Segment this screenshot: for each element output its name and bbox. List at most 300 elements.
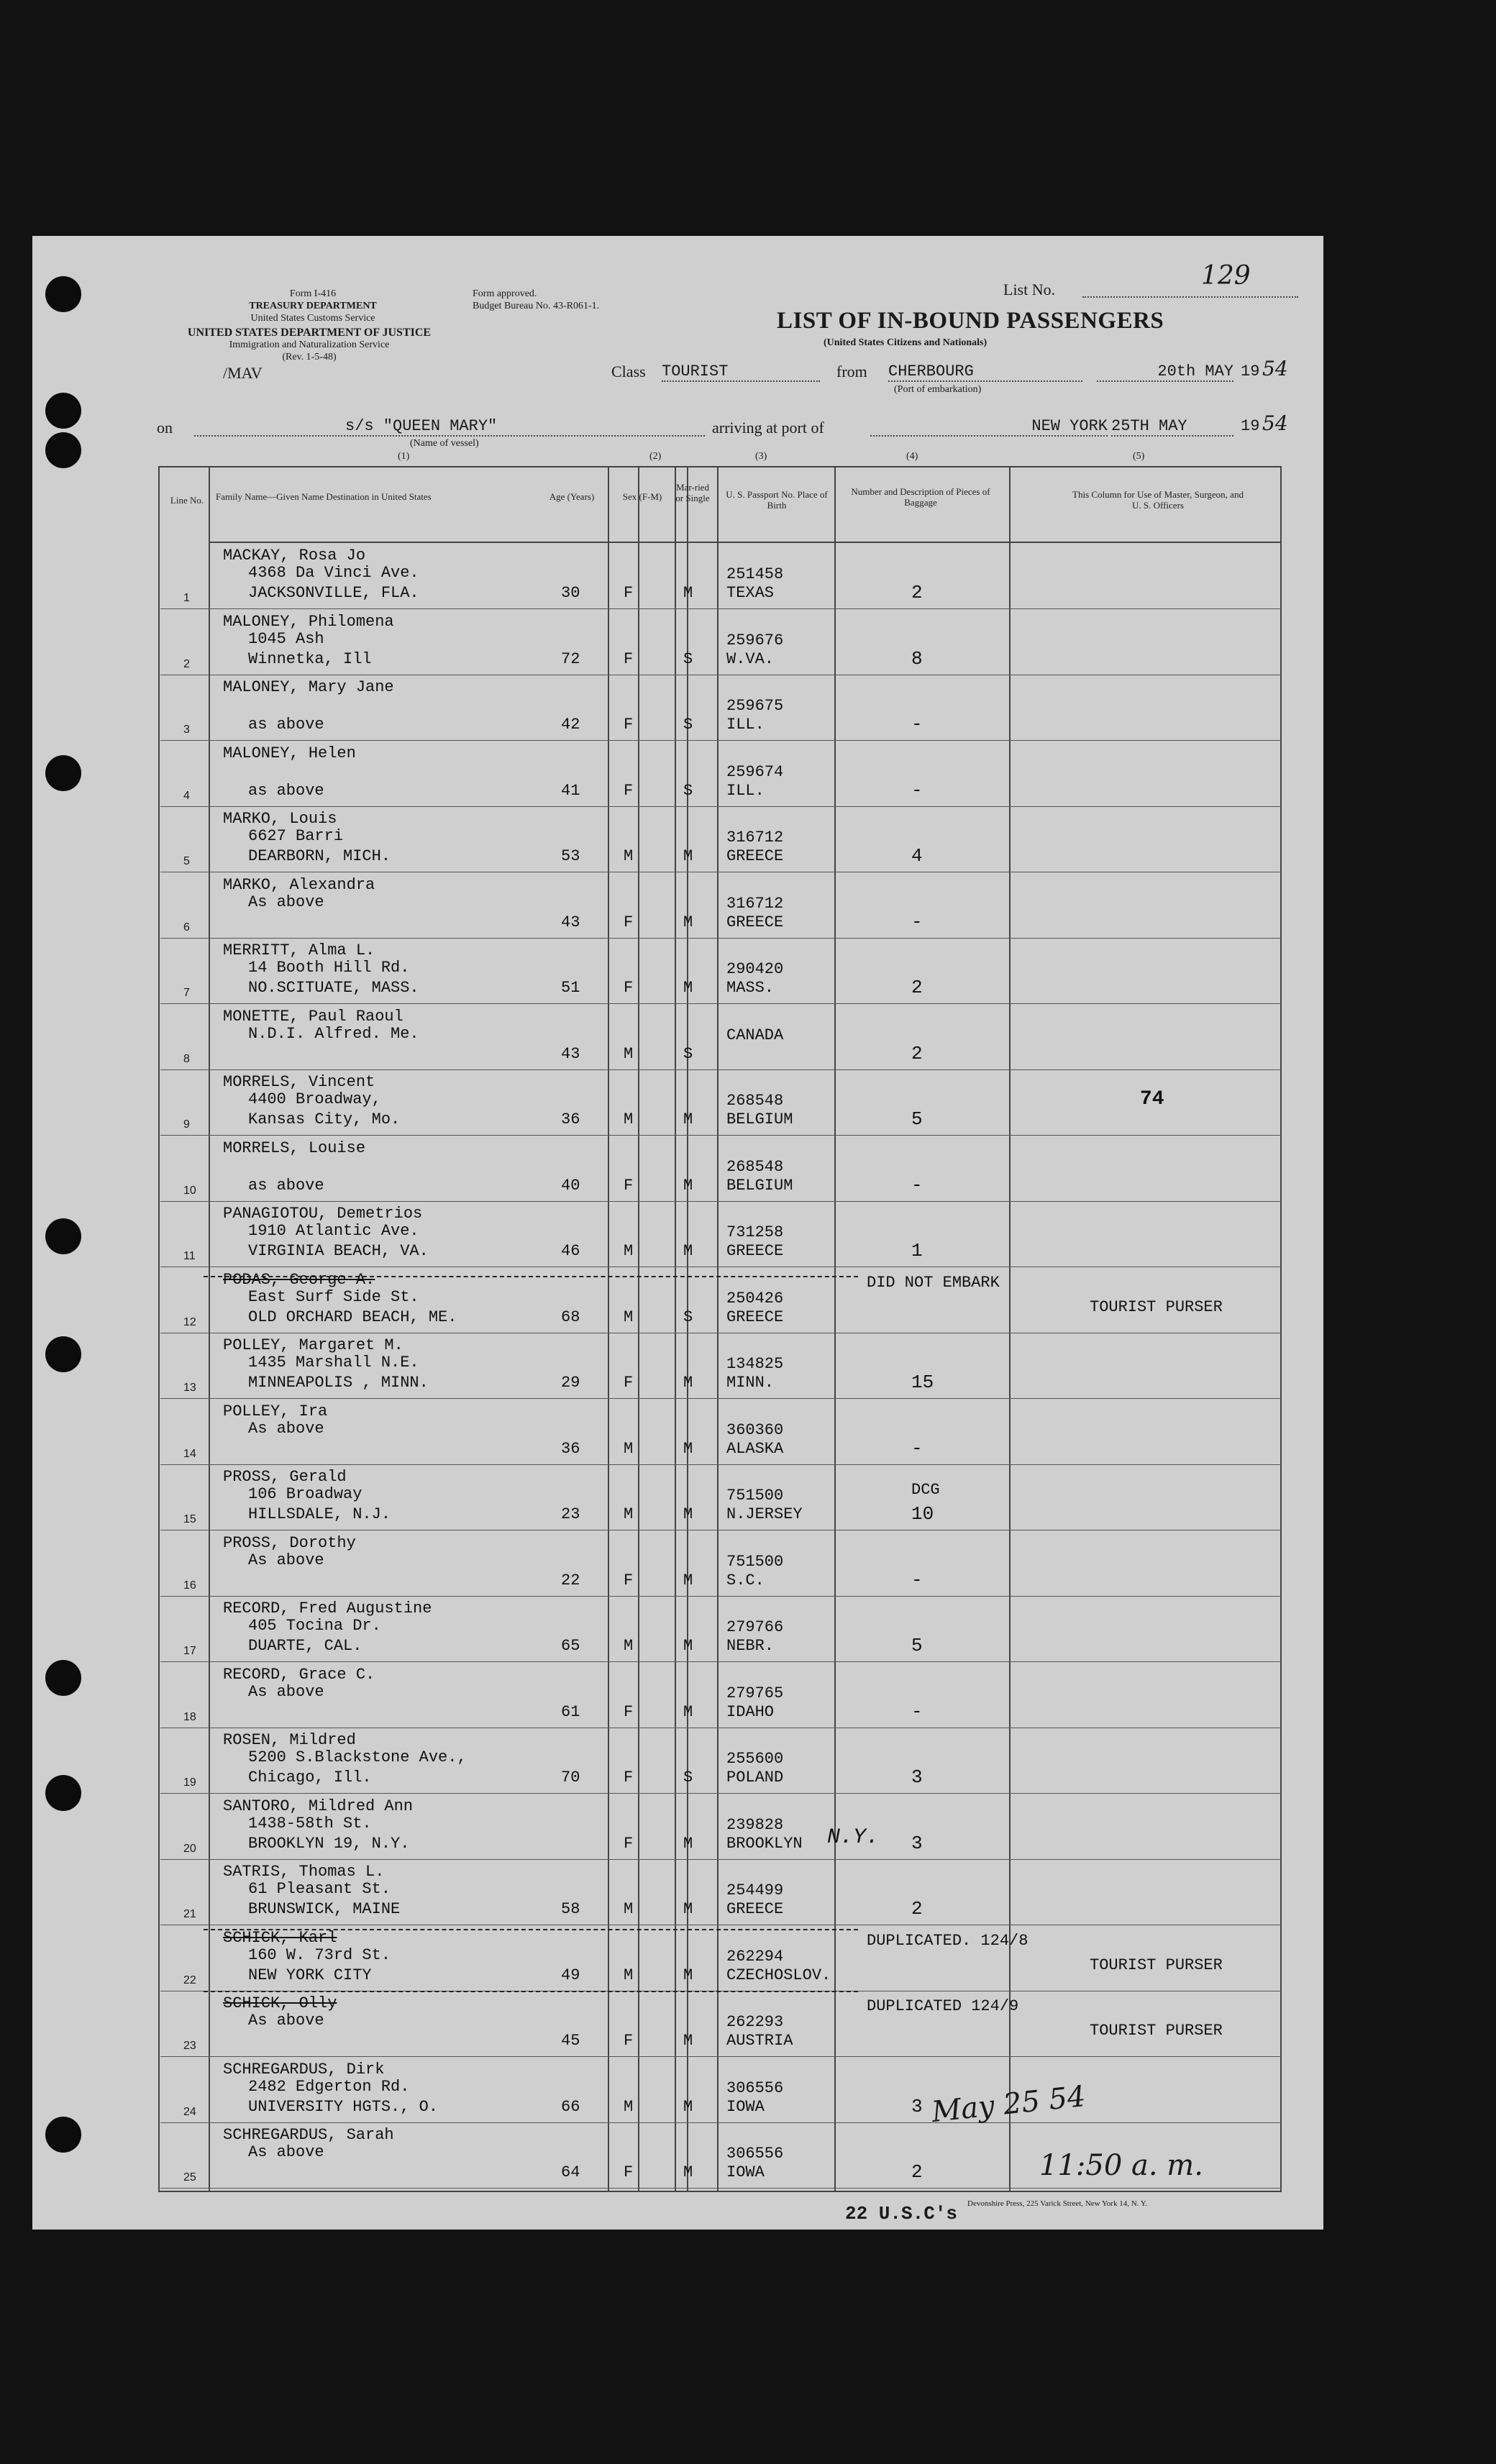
sex: M bbox=[624, 2097, 634, 2116]
marital-status: M bbox=[683, 1900, 693, 1918]
address-line-1: As above bbox=[248, 1682, 324, 1701]
justice-department: UNITED STATES DEPARTMENT OF JUSTICE bbox=[187, 327, 432, 339]
passport-no: 251458 bbox=[726, 565, 784, 583]
arriving-label: arriving at port of bbox=[712, 419, 824, 437]
sex: M bbox=[624, 1505, 634, 1523]
col-num-4: (4) bbox=[906, 451, 918, 462]
ins: Immigration and Naturalization Service bbox=[229, 339, 390, 350]
col-header-age: Age (Years) bbox=[549, 491, 595, 502]
col-header-name: Family Name—Given Name Destination in United States bbox=[216, 491, 432, 502]
revision: (Rev. 1-5-48) bbox=[282, 352, 337, 362]
line-number: 24 bbox=[183, 2105, 196, 2118]
address-line-2: Winnetka, Ill bbox=[248, 649, 372, 668]
address-line-1: N.D.I. Alfred. Me. bbox=[248, 1024, 419, 1043]
table-row bbox=[32, 1728, 1323, 1794]
age: 45 bbox=[561, 2032, 580, 2050]
passport-no: 259675 bbox=[726, 697, 784, 715]
form-approval bbox=[473, 288, 599, 312]
col-header-passport: U. S. Passport No. Place of Birth bbox=[726, 489, 828, 511]
table-row bbox=[32, 544, 1323, 609]
sex: M bbox=[624, 1308, 634, 1326]
place-of-birth: MASS. bbox=[726, 979, 775, 997]
place-of-birth: NEBR. bbox=[726, 1637, 775, 1655]
table-row bbox=[32, 1794, 1323, 1860]
address-line-2: NO.SCITUATE, MASS. bbox=[248, 979, 419, 997]
baggage-count: 4 bbox=[911, 845, 923, 867]
passport-no: 268548 bbox=[726, 1157, 784, 1176]
baggage-count: 10 bbox=[911, 1503, 934, 1525]
address-line-2: VIRGINIA BEACH, VA. bbox=[248, 1242, 429, 1260]
col-num-3: (3) bbox=[755, 451, 767, 462]
address-line-2: JACKSONVILLE, FLA. bbox=[248, 584, 419, 602]
place-of-birth: W.VA. bbox=[726, 649, 775, 668]
passport-no: 360360 bbox=[726, 1420, 784, 1439]
age: 70 bbox=[561, 1769, 580, 1787]
passenger-name: SCHICK, Karl bbox=[223, 1928, 337, 1947]
age: 53 bbox=[561, 847, 580, 865]
marital-status: M bbox=[683, 913, 693, 931]
age: 29 bbox=[561, 1374, 580, 1392]
address-line-1: 1910 Atlantic Ave. bbox=[248, 1222, 419, 1240]
passport-no: 316712 bbox=[726, 829, 784, 847]
line-number: 1 bbox=[183, 592, 190, 604]
address-line-2: OLD ORCHARD BEACH, ME. bbox=[248, 1308, 457, 1326]
place-of-birth: N.JERSEY bbox=[726, 1505, 803, 1523]
sex: M bbox=[624, 1242, 634, 1260]
line-number: 14 bbox=[183, 1447, 196, 1460]
baggage-count: 3 bbox=[911, 1766, 923, 1788]
printer-credit: Devonshire Press, 225 Varick Street, New York 14, N. Y. bbox=[967, 2199, 1148, 2208]
table-row bbox=[32, 1860, 1323, 1925]
table-row bbox=[32, 1202, 1323, 1267]
address-line-2: as above bbox=[248, 1176, 324, 1195]
passenger-name: PODAS, George A. bbox=[223, 1270, 375, 1289]
passport-no: CANADA bbox=[726, 1026, 784, 1044]
passport-no: 254499 bbox=[726, 1881, 784, 1899]
line-number: 3 bbox=[183, 724, 190, 736]
form-block-treasury bbox=[248, 288, 378, 324]
place-of-birth: IOWA bbox=[726, 2097, 765, 2116]
passenger-name: PROSS, Dorothy bbox=[223, 1533, 356, 1552]
port-embark-caption: (Port of embarkation) bbox=[894, 384, 982, 395]
table-row bbox=[32, 742, 1323, 807]
treasury-department: TREASURY DEPARTMENT bbox=[249, 301, 377, 311]
passenger-name: MARKO, Alexandra bbox=[223, 875, 375, 894]
age: 36 bbox=[561, 1110, 580, 1128]
address-line-1: As above bbox=[248, 2143, 324, 2161]
marital-status: S bbox=[683, 716, 693, 734]
line-number: 13 bbox=[183, 1382, 196, 1394]
passenger-name: PANAGIOTOU, Demetrios bbox=[223, 1205, 423, 1223]
line-number: 18 bbox=[183, 1710, 196, 1723]
officer-note-2: TOURIST PURSER bbox=[1090, 1297, 1223, 1316]
table-row bbox=[32, 1400, 1323, 1465]
footer-count: 22 U.S.C's bbox=[845, 2203, 958, 2225]
line-number: 21 bbox=[183, 1908, 196, 1920]
address-line-2: DEARBORN, MICH. bbox=[248, 847, 391, 865]
stamp-date: May 25 54 bbox=[930, 2079, 1087, 2130]
age: 51 bbox=[561, 979, 580, 997]
passenger-name: SCHREGARDUS, Sarah bbox=[223, 2126, 394, 2144]
passenger-name: POLLEY, Margaret M. bbox=[223, 1336, 403, 1354]
place-of-birth: ILL. bbox=[726, 716, 765, 734]
baggage-count: 2 bbox=[911, 582, 923, 603]
place-of-birth: BROOKLYN bbox=[726, 1834, 803, 1853]
sex: F bbox=[624, 584, 634, 602]
sex: M bbox=[624, 1439, 634, 1458]
marital-status: S bbox=[683, 1769, 693, 1787]
passport-no: 306556 bbox=[726, 2079, 784, 2097]
passport-no: 751500 bbox=[726, 1552, 784, 1571]
address-line-2: DUARTE, CAL. bbox=[248, 1637, 362, 1655]
table-row bbox=[32, 1005, 1323, 1070]
arrival-year-prefix: 19 bbox=[1241, 417, 1260, 435]
passenger-name: ROSEN, Mildred bbox=[223, 1731, 356, 1749]
baggage-count: 2 bbox=[911, 2161, 923, 2183]
address-line-1: East Surf Side St. bbox=[248, 1287, 419, 1306]
line-number: 12 bbox=[183, 1315, 196, 1328]
passenger-name: MACKAY, Rosa Jo bbox=[223, 547, 366, 565]
marital-status: M bbox=[683, 2032, 693, 2050]
sex: M bbox=[624, 1966, 634, 1984]
marital-status: M bbox=[683, 1110, 693, 1128]
on-label: on bbox=[157, 419, 173, 437]
sex: F bbox=[624, 1702, 634, 1721]
officer-note: N.Y. bbox=[827, 1825, 880, 1850]
place-of-birth: ALASKA bbox=[726, 1439, 784, 1458]
arrival-year: 54 bbox=[1262, 411, 1288, 435]
passenger-name: POLLEY, Ira bbox=[223, 1402, 328, 1420]
line-number: 17 bbox=[183, 1645, 196, 1657]
passport-no: 259674 bbox=[726, 762, 784, 781]
marital-status: S bbox=[683, 1308, 693, 1326]
place-of-birth: GREECE bbox=[726, 1900, 784, 1918]
budget-bureau: Budget Bureau No. 43-R061-1. bbox=[473, 301, 600, 311]
stamp-time: 11:50 a. m. bbox=[1039, 2149, 1203, 2182]
col-header-sex: Sex (F-M) bbox=[622, 491, 662, 502]
passport-no: 316712 bbox=[726, 894, 784, 913]
place-of-birth: AUSTRIA bbox=[726, 2032, 793, 2050]
marital-status: M bbox=[683, 1637, 693, 1655]
vessel-caption: (Name of vessel) bbox=[410, 438, 479, 449]
table-row bbox=[32, 939, 1323, 1004]
place-of-birth: S.C. bbox=[726, 1571, 765, 1589]
row-separator bbox=[160, 2188, 1282, 2189]
passenger-name: SCHREGARDUS, Dirk bbox=[223, 2060, 385, 2079]
address-line-1: As above bbox=[248, 1551, 324, 1569]
col-header-officers: This Column for Use of Master, Surgeon, and U. S. Officers bbox=[1072, 489, 1244, 511]
marital-status: M bbox=[683, 1834, 693, 1853]
col-num-2: (2) bbox=[649, 451, 662, 462]
sex: M bbox=[624, 1044, 634, 1063]
line-number: 5 bbox=[183, 855, 190, 867]
age: 23 bbox=[561, 1505, 580, 1523]
passenger-name: MERRITT, Alma L. bbox=[223, 941, 375, 959]
passport-no: 306556 bbox=[726, 2145, 784, 2163]
struck-entry-dash bbox=[204, 1991, 858, 1992]
passenger-name: MALONEY, Philomena bbox=[223, 612, 394, 631]
document-subtitle: (United States Citizens and Nationals) bbox=[824, 337, 988, 348]
age: 40 bbox=[561, 1176, 580, 1195]
punch-hole bbox=[45, 432, 81, 468]
passport-no: 279766 bbox=[726, 1618, 784, 1636]
table-row bbox=[32, 2058, 1323, 2123]
passenger-name: PROSS, Gerald bbox=[223, 1468, 347, 1486]
document-title: LIST OF IN-BOUND PASSENGERS bbox=[777, 308, 1164, 334]
sex: F bbox=[624, 1571, 634, 1589]
officer-note: DID NOT EMBARK bbox=[867, 1273, 1000, 1292]
table-row bbox=[32, 807, 1323, 872]
place-of-birth: BELGIUM bbox=[726, 1176, 793, 1195]
list-no-label: List No. bbox=[1003, 280, 1056, 298]
address-line-1: 4368 Da Vinci Ave. bbox=[248, 564, 419, 582]
sex: M bbox=[624, 847, 634, 865]
place-of-birth: ILL. bbox=[726, 781, 765, 800]
marital-status: M bbox=[683, 979, 693, 997]
baggage-count: 2 bbox=[911, 977, 923, 998]
baggage-count: 2 bbox=[911, 1898, 923, 1920]
marital-status: M bbox=[683, 1702, 693, 1721]
age: 30 bbox=[561, 584, 580, 602]
baggage-mark: DCG bbox=[911, 1481, 940, 1499]
col-num-5: (5) bbox=[1133, 451, 1145, 462]
mav: /MAV bbox=[223, 364, 263, 382]
passport-no: 279765 bbox=[726, 1684, 784, 1702]
baggage-count: - bbox=[911, 1700, 923, 1722]
age: 36 bbox=[561, 1439, 580, 1458]
sex: F bbox=[624, 1176, 634, 1195]
officer-note-2: TOURIST PURSER bbox=[1090, 2022, 1223, 2040]
line-number: 16 bbox=[183, 1579, 196, 1592]
address-line-1: 6627 Barri bbox=[248, 827, 344, 845]
officer-note: DUPLICATED. 124/8 bbox=[867, 1931, 1028, 1950]
address-line-1: 5200 S.Blackstone Ave., bbox=[248, 1748, 467, 1766]
place-of-birth: BELGIUM bbox=[726, 1110, 793, 1128]
sex: F bbox=[624, 649, 634, 668]
place-of-birth: GREECE bbox=[726, 1308, 784, 1326]
passport-no: 259676 bbox=[726, 631, 784, 649]
line-number: 7 bbox=[183, 987, 190, 999]
passenger-name: MARKO, Louis bbox=[223, 810, 337, 828]
line-number: 20 bbox=[183, 1842, 196, 1855]
sex: M bbox=[624, 1110, 634, 1128]
address-line-2: NEW YORK CITY bbox=[248, 1966, 372, 1984]
place-of-birth: CZECHOSLOV. bbox=[726, 1966, 831, 1984]
age: 66 bbox=[561, 2097, 580, 2116]
sex: F bbox=[624, 979, 634, 997]
table-row bbox=[32, 1531, 1323, 1597]
arrival-date: 25TH MAY bbox=[1111, 417, 1233, 437]
place-of-birth: POLAND bbox=[726, 1769, 784, 1787]
customs-service: United States Customs Service bbox=[250, 313, 375, 324]
line-number: 11 bbox=[183, 1250, 196, 1262]
col-num-1: (1) bbox=[398, 451, 410, 462]
age: 58 bbox=[561, 1900, 580, 1918]
list-no-line bbox=[1082, 296, 1298, 298]
baggage-count: - bbox=[911, 1569, 923, 1591]
line-number: 8 bbox=[183, 1052, 190, 1065]
sex: F bbox=[624, 781, 634, 800]
sex: F bbox=[624, 716, 634, 734]
header-rule bbox=[209, 542, 1280, 543]
age: 64 bbox=[561, 2163, 580, 2181]
age: 43 bbox=[561, 1044, 580, 1063]
line-number: 15 bbox=[183, 1513, 196, 1525]
class-value: TOURIST bbox=[662, 362, 820, 382]
marital-status: M bbox=[683, 1176, 693, 1195]
embark-year-prefix: 19 bbox=[1241, 362, 1260, 380]
address-line-1: 106 Broadway bbox=[248, 1485, 362, 1503]
punch-hole bbox=[45, 276, 81, 312]
baggage-count: 5 bbox=[911, 1635, 923, 1656]
baggage-count: - bbox=[911, 1174, 923, 1196]
table-row bbox=[32, 1663, 1323, 1728]
sex: F bbox=[624, 913, 634, 931]
col-header-married: Mar-ried or Single bbox=[675, 482, 710, 503]
address-line-2: MINNEAPOLIS , MINN. bbox=[248, 1374, 429, 1392]
age: 68 bbox=[561, 1308, 580, 1326]
address-line-2: Kansas City, Mo. bbox=[248, 1110, 401, 1128]
baggage-count: - bbox=[911, 911, 923, 933]
vessel-name: s/s "QUEEN MARY" bbox=[194, 417, 705, 437]
form-number: Form I-416 bbox=[289, 288, 337, 299]
age: 22 bbox=[561, 1571, 580, 1589]
passport-no: 262294 bbox=[726, 1947, 784, 1966]
line-number: 10 bbox=[183, 1184, 196, 1197]
age: 46 bbox=[561, 1242, 580, 1260]
passenger-name: SCHICK, Olly bbox=[223, 1994, 337, 2012]
baggage-count: 3 bbox=[911, 2095, 923, 2117]
table-row bbox=[32, 1926, 1323, 1991]
age: 41 bbox=[561, 781, 580, 800]
table-row bbox=[32, 1136, 1323, 1202]
address-line-1: As above bbox=[248, 893, 324, 911]
passenger-name: SANTORO, Mildred Ann bbox=[223, 1797, 414, 1815]
passport-no: 751500 bbox=[726, 1487, 784, 1505]
passport-no: 239828 bbox=[726, 1815, 784, 1834]
line-number: 19 bbox=[183, 1776, 196, 1789]
place-of-birth: GREECE bbox=[726, 847, 784, 865]
table-row bbox=[32, 1333, 1323, 1399]
age: 72 bbox=[561, 649, 580, 668]
address-line-2: BROOKLYN 19, N.Y. bbox=[248, 1834, 410, 1853]
address-line-2: as above bbox=[248, 716, 324, 734]
address-line-1: 1438-58th St. bbox=[248, 1814, 372, 1833]
sex: F bbox=[624, 2163, 634, 2181]
marital-status: M bbox=[683, 1374, 693, 1392]
marital-status: M bbox=[683, 1439, 693, 1458]
officer-note-2: TOURIST PURSER bbox=[1090, 1956, 1223, 1974]
form-block-justice bbox=[158, 327, 460, 363]
col-header-line-no: Line No. bbox=[170, 495, 204, 506]
line-number: 9 bbox=[183, 1118, 190, 1131]
address-line-2: BRUNSWICK, MAINE bbox=[248, 1900, 401, 1918]
list-no: 129 bbox=[1201, 261, 1251, 291]
address-line-1: 2482 Edgerton Rd. bbox=[248, 2077, 410, 2096]
sex: M bbox=[624, 1900, 634, 1918]
col-header-baggage: Number and Description of Pieces of Baggage bbox=[851, 486, 990, 508]
line-number: 2 bbox=[183, 657, 190, 670]
address-line-1: 160 W. 73rd St. bbox=[248, 1945, 391, 1964]
sex: F bbox=[624, 1834, 634, 1853]
address-line-1: 14 Booth Hill Rd. bbox=[248, 959, 410, 977]
place-of-birth: IDAHO bbox=[726, 1702, 775, 1721]
baggage-count: 3 bbox=[911, 1832, 923, 1854]
manifest-page bbox=[32, 236, 1323, 2230]
address-line-1: 1435 Marshall N.E. bbox=[248, 1354, 419, 1372]
passport-no: 731258 bbox=[726, 1223, 784, 1241]
address-line-2: UNIVERSITY HGTS., O. bbox=[248, 2097, 439, 2116]
marital-status: S bbox=[683, 649, 693, 668]
marital-status: M bbox=[683, 2097, 693, 2116]
sex: F bbox=[624, 2032, 634, 2050]
marital-status: S bbox=[683, 781, 693, 800]
age: 49 bbox=[561, 1966, 580, 1984]
line-number: 25 bbox=[183, 2171, 196, 2184]
table-row bbox=[32, 873, 1323, 939]
address-line-1: As above bbox=[248, 1419, 324, 1438]
passport-no: 255600 bbox=[726, 1750, 784, 1768]
address-line-2: HILLSDALE, N.J. bbox=[248, 1505, 391, 1523]
table-row bbox=[32, 1597, 1323, 1662]
sex: F bbox=[624, 1374, 634, 1392]
marital-status: S bbox=[683, 1044, 693, 1063]
class-label: Class bbox=[611, 362, 646, 380]
baggage-count: 1 bbox=[911, 1240, 923, 1261]
passport-no: 262293 bbox=[726, 2013, 784, 2031]
age: 61 bbox=[561, 1702, 580, 1721]
line-number: 23 bbox=[183, 2040, 196, 2052]
from-value: CHERBOURG bbox=[888, 362, 1082, 382]
passport-no: 134825 bbox=[726, 1355, 784, 1373]
passenger-name: MONETTE, Paul Raoul bbox=[223, 1007, 403, 1026]
passenger-name: MALONEY, Helen bbox=[223, 744, 356, 762]
place-of-birth: IOWA bbox=[726, 2163, 765, 2181]
address-line-2: as above bbox=[248, 781, 324, 800]
sex: M bbox=[624, 1637, 634, 1655]
embark-date: 20th MAY bbox=[1097, 362, 1233, 382]
table-row bbox=[32, 1268, 1323, 1333]
age: 65 bbox=[561, 1637, 580, 1655]
marital-status: M bbox=[683, 847, 693, 865]
address-line-1: 61 Pleasant St. bbox=[248, 1880, 391, 1898]
place-of-birth: GREECE bbox=[726, 913, 784, 931]
passenger-name: RECORD, Grace C. bbox=[223, 1665, 375, 1684]
struck-entry-dash bbox=[204, 1929, 858, 1930]
passport-no: 290420 bbox=[726, 960, 784, 978]
marital-status: M bbox=[683, 1242, 693, 1260]
marital-status: M bbox=[683, 1966, 693, 1984]
address-line-1: 405 Tocina Dr. bbox=[248, 1617, 381, 1635]
punch-hole bbox=[45, 393, 81, 429]
table-row bbox=[32, 610, 1323, 675]
table-row bbox=[32, 1465, 1323, 1530]
line-number: 4 bbox=[183, 789, 190, 802]
struck-entry-dash bbox=[204, 1276, 858, 1277]
table-row bbox=[32, 1070, 1323, 1136]
passport-no: 268548 bbox=[726, 1092, 784, 1110]
marital-status: M bbox=[683, 2163, 693, 2181]
table-row bbox=[32, 675, 1323, 741]
line-number: 6 bbox=[183, 921, 190, 934]
arrival-port: NEW YORK bbox=[870, 417, 1108, 437]
baggage-count: - bbox=[911, 779, 923, 801]
officer-note: 74 bbox=[1140, 1088, 1164, 1110]
officer-note: DUPLICATED 124/9 bbox=[867, 1997, 1019, 2015]
baggage-count: 2 bbox=[911, 1042, 923, 1064]
age: 42 bbox=[561, 716, 580, 734]
baggage-count: - bbox=[911, 1437, 923, 1459]
